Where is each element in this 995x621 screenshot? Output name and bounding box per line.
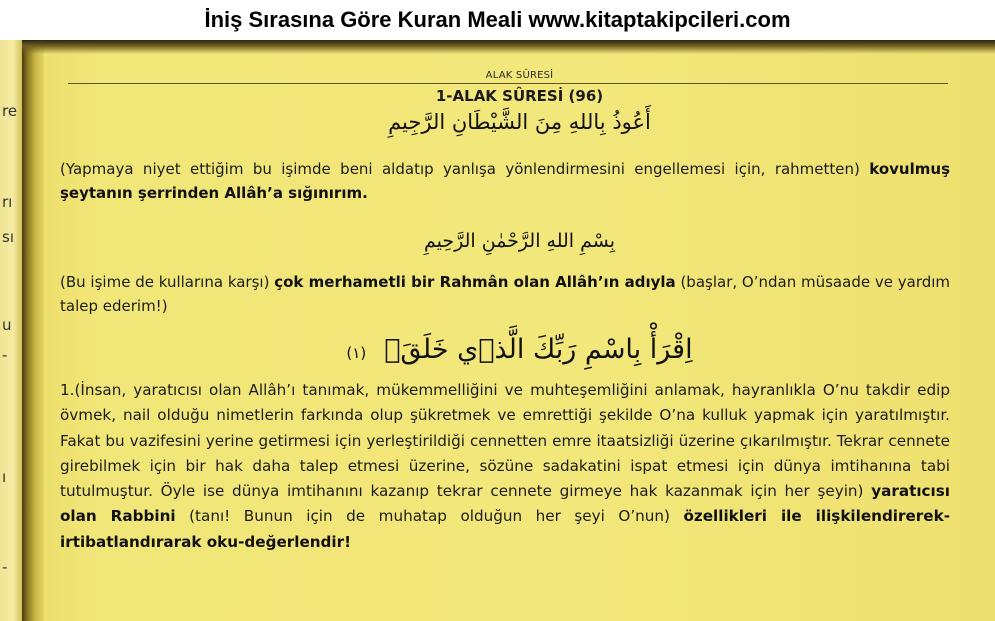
previous-page-fragment: ı (2, 468, 7, 486)
previous-page-edge (0, 40, 23, 621)
header-divider (68, 83, 948, 84)
ayet-1-arabic-line (44, 334, 995, 365)
besmele-text-plain-2: (başlar, O’ndan müsaade ve yardım talep ederim!) (60, 273, 951, 315)
ayet-1-text-plain-2: (tanı! Bunun için de muhatap olduğun her şeyi O’nun) (175, 507, 684, 526)
besmele-text-plain-1: (Bu işime de kullarına karşı) (60, 273, 275, 291)
besmele-text-bold: çok merhametli bir Rahmân olan Allâh’ın adıyla (274, 273, 676, 291)
previous-page-fragment: - (2, 346, 8, 364)
ayet-1-arabic: اِقْرَأْ بِاسْمِ رَبِّكَ الَّذ۪ي خَلَقَۚ (384, 334, 693, 365)
besmele-arabic: بِسْمِ اللهِ الرَّحْمٰنِ الرَّحِيمِ (424, 230, 615, 252)
previous-page-fragment: - (2, 558, 8, 576)
besmele-translation (60, 270, 950, 318)
istiaze-arabic: أَعُوذُ بِاللهِ مِنَ الشَّيْطَانِ الرَّجِيمِ (388, 110, 651, 134)
ayet-1-translation (60, 378, 950, 555)
previous-page-fragment: u (2, 316, 12, 334)
ayet-number: (١) (346, 344, 367, 362)
istiaze-text-bold: kovulmuş şeytanın şerrinden Allâh’a sığınırım. (60, 160, 950, 202)
istiaze-text-plain: (Yapmaya niyet ettiğim bu işimde beni aldatıp yanlışa yönlendirmesini engellemesi için, rahmetten) (60, 160, 870, 178)
book-page (44, 54, 995, 621)
previous-page-fragment: sı (2, 228, 14, 246)
sure-title: 1-ALAK SÛRESİ (96) (435, 87, 604, 105)
previous-page-fragment: rı (2, 193, 13, 211)
site-banner: İniş Sırasına Göre Kuran Meali www.kitaptakipcileri.com (0, 0, 995, 40)
running-title: ALAK SÛRESİ (485, 70, 554, 81)
ayet-1-text-plain-1: 1.(İnsan, yaratıcısı olan Allâh’ı tanımak, mükemmelliğini ve muhteşemliğini anlamak, hayranlıkla O’nu takdir edip övmek, nail olduğu nimetlerin farkında olup şükretmek ve emrettiği şekilde O’na kulluk yapmak için yaratılmıştır. Fakat bu vazifesini yerine getirmesi için yerleştirildiği cennetten emre itaatsizliği üzerine çıkarılmıştır. Tekrar cennete girebilmek için bir hak daha talep etmesi üzerine, sözüne sadakatini ispat etmesi için dünya imtihanına tabi tutulmuştur. Öyle ise dünya imtihanını kazanıp tekrar cennete girmeye hak kazanmak için her şeyin) (60, 381, 950, 501)
ayet-1-text-bold-1: yaratıcısı olan Rabbini (60, 482, 950, 526)
istiaze-translation (60, 157, 950, 205)
page-top-shadow (22, 40, 995, 54)
ayet-1-text-bold-2: özellikleri ile ilişkilendirerek-irtibatlandırarak oku-değerlendir! (60, 507, 951, 551)
previous-page-fragment: re (2, 102, 18, 120)
book-spine (22, 40, 44, 621)
book-scan (0, 40, 995, 621)
